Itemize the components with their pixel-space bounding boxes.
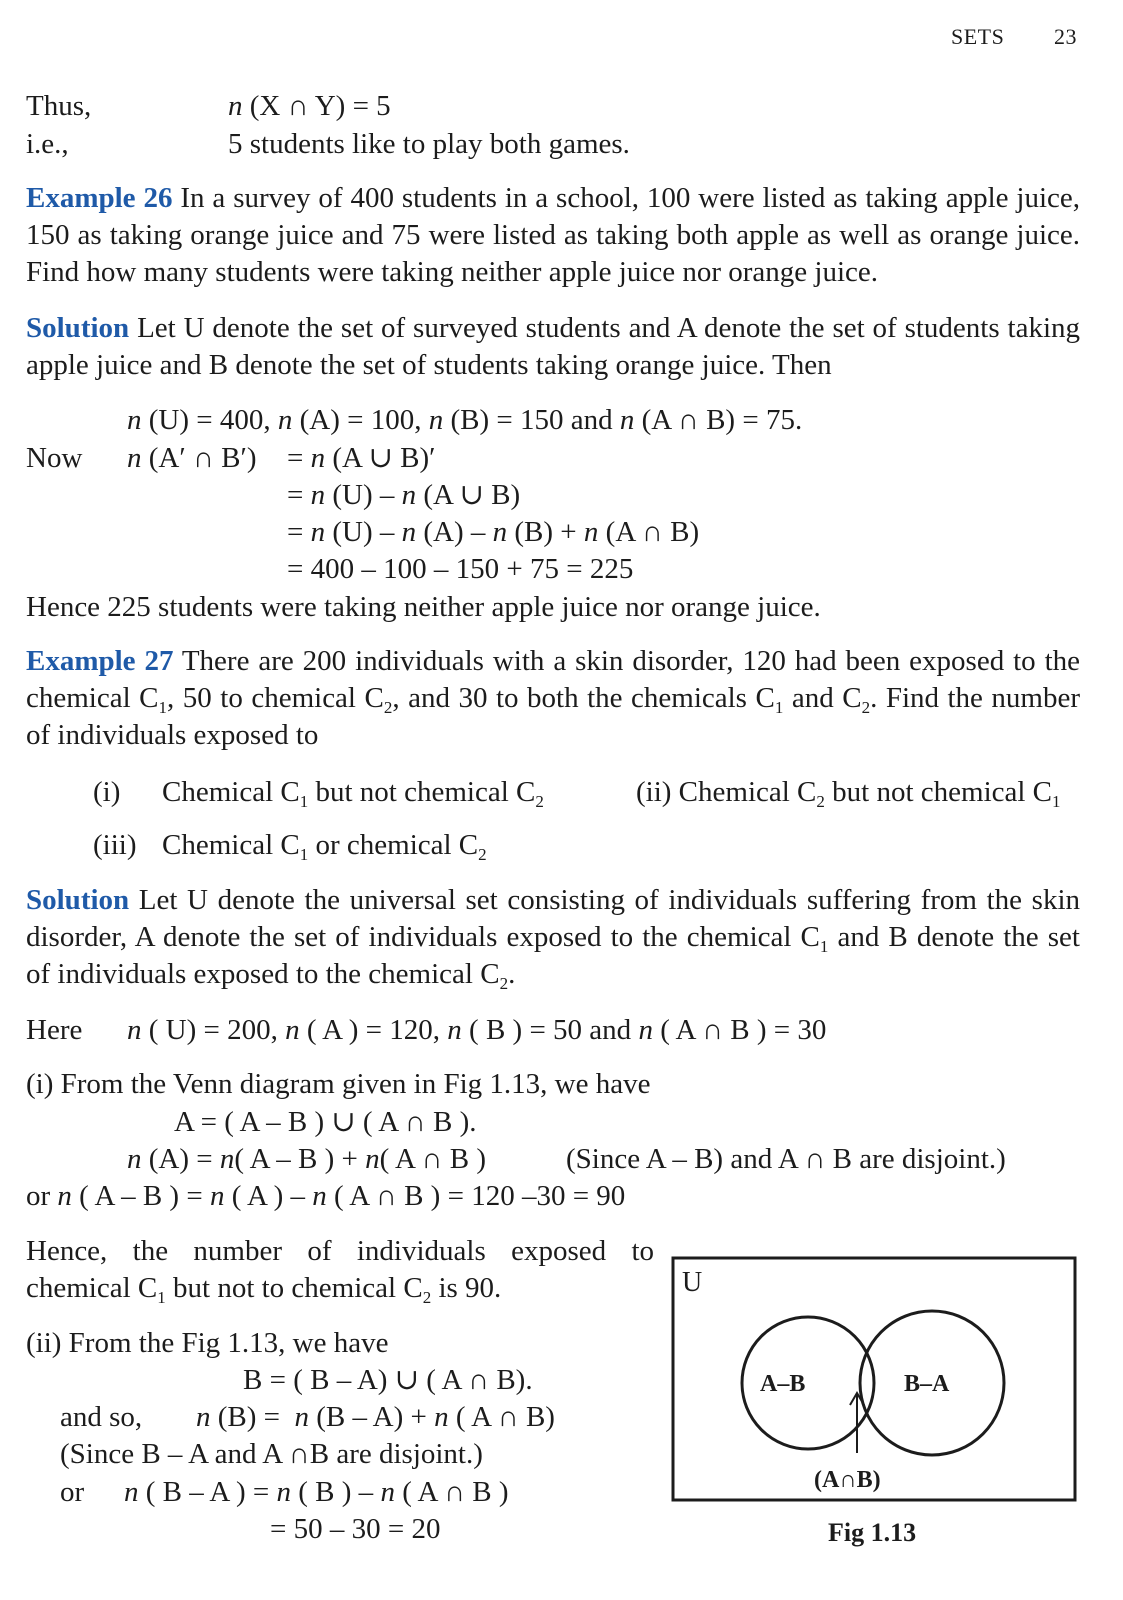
- solution-26-step-2: = n (U) – n (A ∪ B): [287, 479, 521, 511]
- part-2-and-so: and so,: [60, 1401, 143, 1433]
- part-1-eq-2: n (A) = n( A – B ) + n( A ∩ B ): [127, 1143, 486, 1175]
- solution-26: [26, 310, 1080, 384]
- solution-26-text: Let U denote the set of surveyed students and A denote the set of students taking apple juice and B denote the set of students taking orange juice. Then: [26, 312, 1081, 381]
- solution-26-step-3: = n (U) – n (A) – n (B) + n (A ∩ B): [287, 516, 700, 548]
- part-2-intro: (ii) From the Fig 1.13, we have: [26, 1327, 389, 1359]
- part-1-note: (Since A – B) and A ∩ B are disjoint.): [566, 1143, 1006, 1175]
- thus-label: Thus,: [26, 90, 92, 122]
- part-2-eq-4: = 50 – 30 = 20: [270, 1513, 441, 1545]
- solution-26-lhs: n (A′ ∩ B′): [127, 442, 257, 474]
- label-b-minus-a: B–A: [904, 1371, 950, 1397]
- option-2-text: (ii) Chemical $C_2$ but not chemical $C_1$: [636, 776, 1061, 811]
- part-2-or: or: [60, 1476, 85, 1508]
- thus-expression: n (X ∩ Y) = 5: [228, 90, 391, 122]
- here-label: Here: [26, 1014, 83, 1046]
- ie-text: 5 students like to play both games.: [228, 128, 630, 160]
- example-26-text: In a survey of 400 students in a school, 100 were listed as taking apple juice, 150 as taking orange juice and 75 were listed as taking both apple as well as orange juice. Find how many students were taking neither apple juice nor orange juice.: [26, 182, 1081, 288]
- solution-26-label: Solution: [26, 312, 130, 344]
- example-26-label: Example 26: [26, 182, 173, 214]
- option-3-number: (iii): [93, 829, 137, 861]
- page-number: 23: [1054, 24, 1077, 49]
- part-1-intro: (i) From the Venn diagram given in Fig 1.13, we have: [26, 1068, 651, 1100]
- solution-26-given: n (U) = 400, n (A) = 100, n (B) = 150 and n (A ∩ B) = 75.: [127, 404, 803, 436]
- venn-diagram-figure: [668, 1253, 1082, 1553]
- example-27: Example 27 There are 200 individuals with a skin disorder, 120 had been exposed to the chemical $C_1$, 50 to chemical $C_2$, and 30 to both the chemicals $C_1$ and $C_2$. Find the number of individuals exposed to: [26, 645, 1081, 751]
- part-2-eq-3: n ( B – A ) = n ( B ) – n ( A ∩ B ): [124, 1476, 509, 1508]
- option-3-text: Chemical $C_1$ or chemical $C_2$: [162, 829, 487, 864]
- solution-26-step-4: = 400 – 100 – 150 + 75 = 225: [287, 553, 634, 585]
- part-1-conclusion: Hence, the number of individuals exposed to chemical $C_1$ but not to chemical $C_2$ is 90.: [26, 1235, 654, 1307]
- solution-26-step-1: = n (A ∪ B)′: [287, 442, 436, 474]
- ie-label: i.e.,: [26, 128, 69, 160]
- intersection-label: (A∩B): [814, 1467, 881, 1493]
- option-1-number: (i): [93, 776, 121, 808]
- solution-27: Solution Let U denote the universal set consisting of individuals suffering from the skin disorder, A denote the set of individuals exposed to the chemical $C_1$ and B denote the set of individuals exposed to the chemical $C_2$.: [26, 884, 1080, 993]
- label-a-minus-b: A–B: [760, 1371, 806, 1397]
- part-1-eq-3: or n ( A – B ) = n ( A ) – n ( A ∩ B ) = 120 –30 = 90: [26, 1180, 626, 1212]
- example-27-label: Example 27: [26, 645, 174, 677]
- option-1-text: Chemical $C_1$ but not chemical $C_2$: [162, 776, 544, 811]
- solution-27-label: Solution: [26, 884, 130, 916]
- part-1-eq-1: A = ( A – B ) ∪ ( A ∩ B ).: [174, 1106, 477, 1138]
- universe-label: U: [682, 1267, 703, 1298]
- solution-26-conclusion: Hence 225 students were taking neither apple juice nor orange juice.: [26, 591, 821, 623]
- example-26: [26, 180, 1080, 291]
- part-2-eq-2: n (B) = n (B – A) + n ( A ∩ B): [196, 1401, 555, 1433]
- part-2-note: (Since B – A and A ∩B are disjoint.): [60, 1438, 483, 1470]
- now-label: Now: [26, 442, 83, 474]
- running-head-section: SETS: [951, 24, 1005, 49]
- part-2-eq-1: B = ( B – A) ∪ ( A ∩ B).: [243, 1364, 533, 1396]
- here-expression: n ( U) = 200, n ( A ) = 120, n ( B ) = 50 and n ( A ∩ B ) = 30: [127, 1014, 827, 1046]
- figure-caption: Fig 1.13: [828, 1518, 917, 1547]
